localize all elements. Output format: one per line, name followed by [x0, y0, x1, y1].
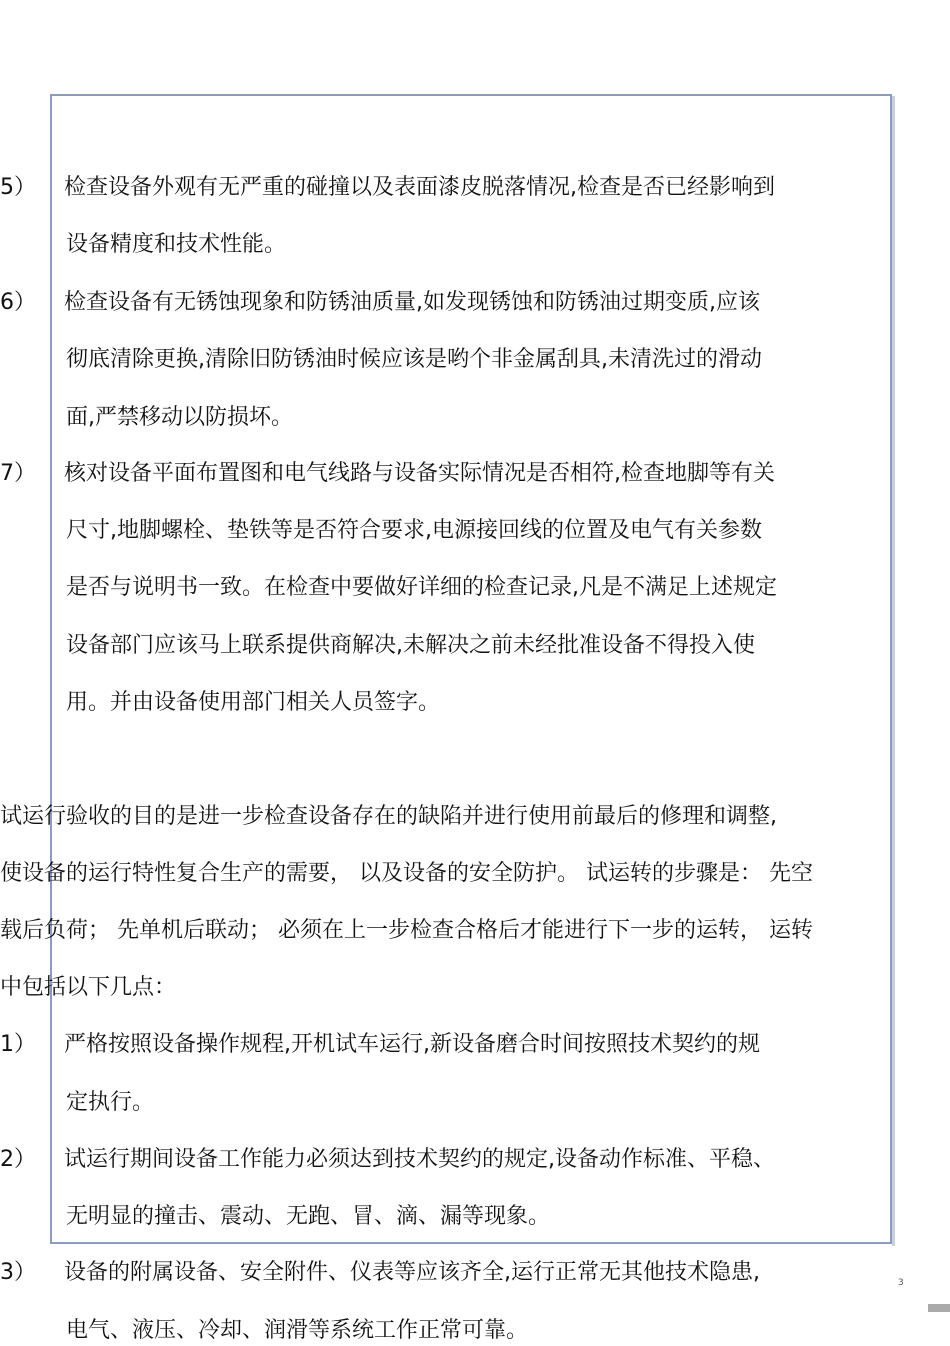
paragraph-line: 载后负荷； 先单机后联动； 必须在上一步检查合格后才能进行下一步的运转， 运转 [0, 918, 813, 943]
item-number: 7） [0, 461, 36, 486]
item-number: 5） [0, 175, 36, 200]
item-text-line: 严格按照设备操作规程,开机试车运行,新设备磨合时间按照技术契约的规 [64, 1032, 760, 1057]
item-text-line: 设备精度和技术性能。 [66, 232, 287, 257]
item-number: 2） [0, 1147, 36, 1172]
item-text-line: 检查设备外观有无严重的碰撞以及表面漆皮脱落情况,检查是否已经影响到 [64, 175, 775, 200]
item-text-line: 核对设备平面布置图和电气线路与设备实际情况是否相符,检查地脚等有关 [64, 461, 775, 486]
page-frame [50, 94, 892, 1244]
item-text-line: 彻底清除更换,清除旧防锈油时候应该是哟个非金属刮具,未清洗过的滑动 [66, 347, 762, 372]
paragraph-line: 中包括以下几点： [0, 975, 177, 1000]
item-text-line: 是否与说明书一致。在检查中要做好详细的检查记录,凡是不满足上述规定 [66, 575, 777, 600]
item-text-line: 电气、液压、冷却、润滑等系统工作正常可靠。 [66, 1318, 529, 1343]
page-number: 3 [898, 1278, 904, 1288]
item-number: 1） [0, 1032, 36, 1057]
page-frame-shadow [892, 96, 895, 1246]
item-text-line: 用。并由设备使用部门相关人员签字。 [66, 690, 441, 715]
item-text-line: 面,严禁移动以防损坏。 [66, 405, 293, 430]
paragraph-line: 试运行验收的目的是进一步检查设备存在的缺陷并进行使用前最后的修理和调整, [0, 804, 777, 829]
scroll-indicator[interactable] [928, 1304, 950, 1312]
item-number: 6） [0, 290, 36, 315]
item-text-line: 设备部门应该马上联系提供商解决,未解决之前未经批准设备不得投入使 [66, 633, 755, 658]
item-text-line: 尺寸,地脚螺栓、垫铁等是否符合要求,电源接回线的位置及电气有关参数 [66, 518, 762, 543]
item-text-line: 试运行期间设备工作能力必须达到技术契约的规定,设备动作标准、平稳、 [64, 1147, 775, 1172]
item-text-line: 无明显的撞击、震动、无跑、冒、滴、漏等现象。 [66, 1204, 551, 1229]
item-text-line: 定执行。 [66, 1090, 155, 1115]
item-text-line: 检查设备有无锈蚀现象和防锈油质量,如发现锈蚀和防锈油过期变质,应该 [64, 290, 760, 315]
paragraph-line: 使设备的运行特性复合生产的需要， 以及设备的安全防护。 试运转的步骤是： 先空 [0, 861, 813, 886]
item-text-line: 设备的附属设备、安全附件、仪表等应该齐全,运行正常无其他技术隐患, [64, 1260, 760, 1285]
item-number: 3） [0, 1260, 36, 1285]
